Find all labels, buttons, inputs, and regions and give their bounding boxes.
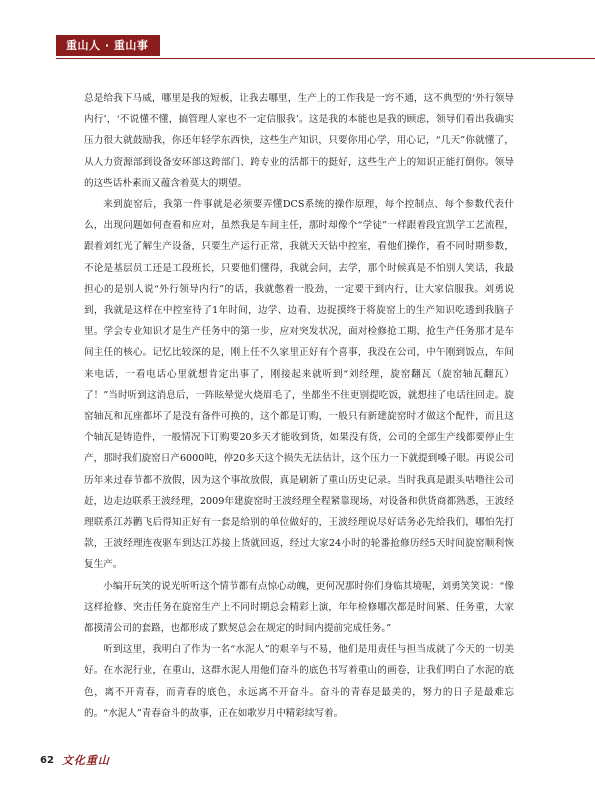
header-divider <box>56 58 595 59</box>
article-paragraph: 来到旋窑后，我第一件事就是必须要弄懂DCS系统的操作原理，每个控制点、每个参数代表什么，出现问题如何查看和应对，虽然我是车间主任，那时却像个“学徒”一样跟着段宜凯学工艺流程，跟着刘红光了解生产设备，只要生产运行正常，我就天天钻中控室，看他们操作，看不同时期参数，不论是基层员工还是工段班长，只要他们懂得，我就会问，去学，那个时候真是不怕别人笑话，我最担心的是别人说“外行领导内行”的话，我就憋着一股劲，一定要干到内行，让大家信服我。刘勇说到，我就是这样在中控室待了1年时间，边学、边看、边捉摸终于将旋窑上的生产知识吃透到我脑子里。学会专业知识才是生产任务中的第一步，应对突发状况，面对检修抢工期、抢生产任务那才是车间主任的核心。记忆比较深的是，刚上任不久家里正好有个喜事，我没在公司，中午刚到饭点，车间来电话，一看电话心里就想肯定出事了，刚接起来就听到“刘经理，旋窑翻瓦（旋窑轴瓦翻瓦）了！”当时听到这消息后，一阵眩晕觉火烧眉毛了，坐都坐不住更别提吃饭，就想挂了电话往回走。旋窑轴瓦和瓦座都坏了是没有备件可换的，这个都是订购，一般只有新建旋窑时才做这个配件，而且这个轴瓦是铸造件，一般情况下订购要20多天才能收到货，如果没有货，公司的全部生产线都要停止生产，那时我们旋窑日产6000吨，停20多天这个损失无法估计，这个压力一下就提到嗓子眼。再说公司历年来过春节都不放假，因为这个事故放假，真是刷新了重山历史记录。当时我真是跟头咕噜往公司赶，边走边联系王波经理，2009年建旋窑时王波经理全程紧靠现场，对设备和供货商都熟悉，王波经理联系江苏鹳飞后得知正好有一套是给别的单位做好的，王波经理说尽好话务必先给我们，哪怕先打款，王波经理连夜驱车到达江苏接上货就回返，经过大家24小时的轮番抢修历经5天时间旋窑顺利恢复生产。 <box>84 199 514 571</box>
article-paragraph: 听到这里，我明白了作为一名“水泥人”的艰辛与不易，他们是用责任与担当成就了今天的一切美好。在水泥行业，在重山，这群水泥人用他们奋斗的底色书写着重山的画卷，让我们明白了水泥的底色，离不开青春，而青春的底色，永远离不开奋斗。奋斗的青春是最美的，努力的日子是最难忘的。“水泥人”青春奋斗的故事，正在如歌岁月中精彩续写着。 <box>84 644 514 719</box>
article-paragraph: 小编开玩笑的说光听听这个情节都有点惊心动魄，更何况那时你们身临其境呢，刘勇笑笑说：“像这样抢修、突击任务在旋窑生产上不同时期总会精彩上演，年年检修哪次都是时间紧、任务重，大家都摸清公司的套路，也都形成了默契总会在规定的时间内提前完成任务。” <box>84 580 514 635</box>
page-footer <box>40 752 110 768</box>
magazine-logo: 文化重山 <box>61 754 110 767</box>
article-body <box>84 88 514 724</box>
page-number: 62 <box>40 754 54 766</box>
article-paragraph: 总是给我下马威，哪里是我的短板，让我去哪里，生产上的工作我是一窍不通，这不典型的‘外行领导内行’，‘不说懂不懂，搞管理人家也不一定信服我’。这是我的本能也是我的顾虑，领导们看出我确实压力很大就鼓励我，你还年轻学东西快，这些生产知识，只要你用心学，用心记，“几天”你就懂了，从人力资源部到设备安环部这跨部门、跨专业的活都干的挺好，这些生产上的知识正能打倒你。领导的这些话朴素而又蕴含着莫大的期望。 <box>84 93 514 189</box>
section-label: 重山人 · 重山事 <box>56 35 160 56</box>
